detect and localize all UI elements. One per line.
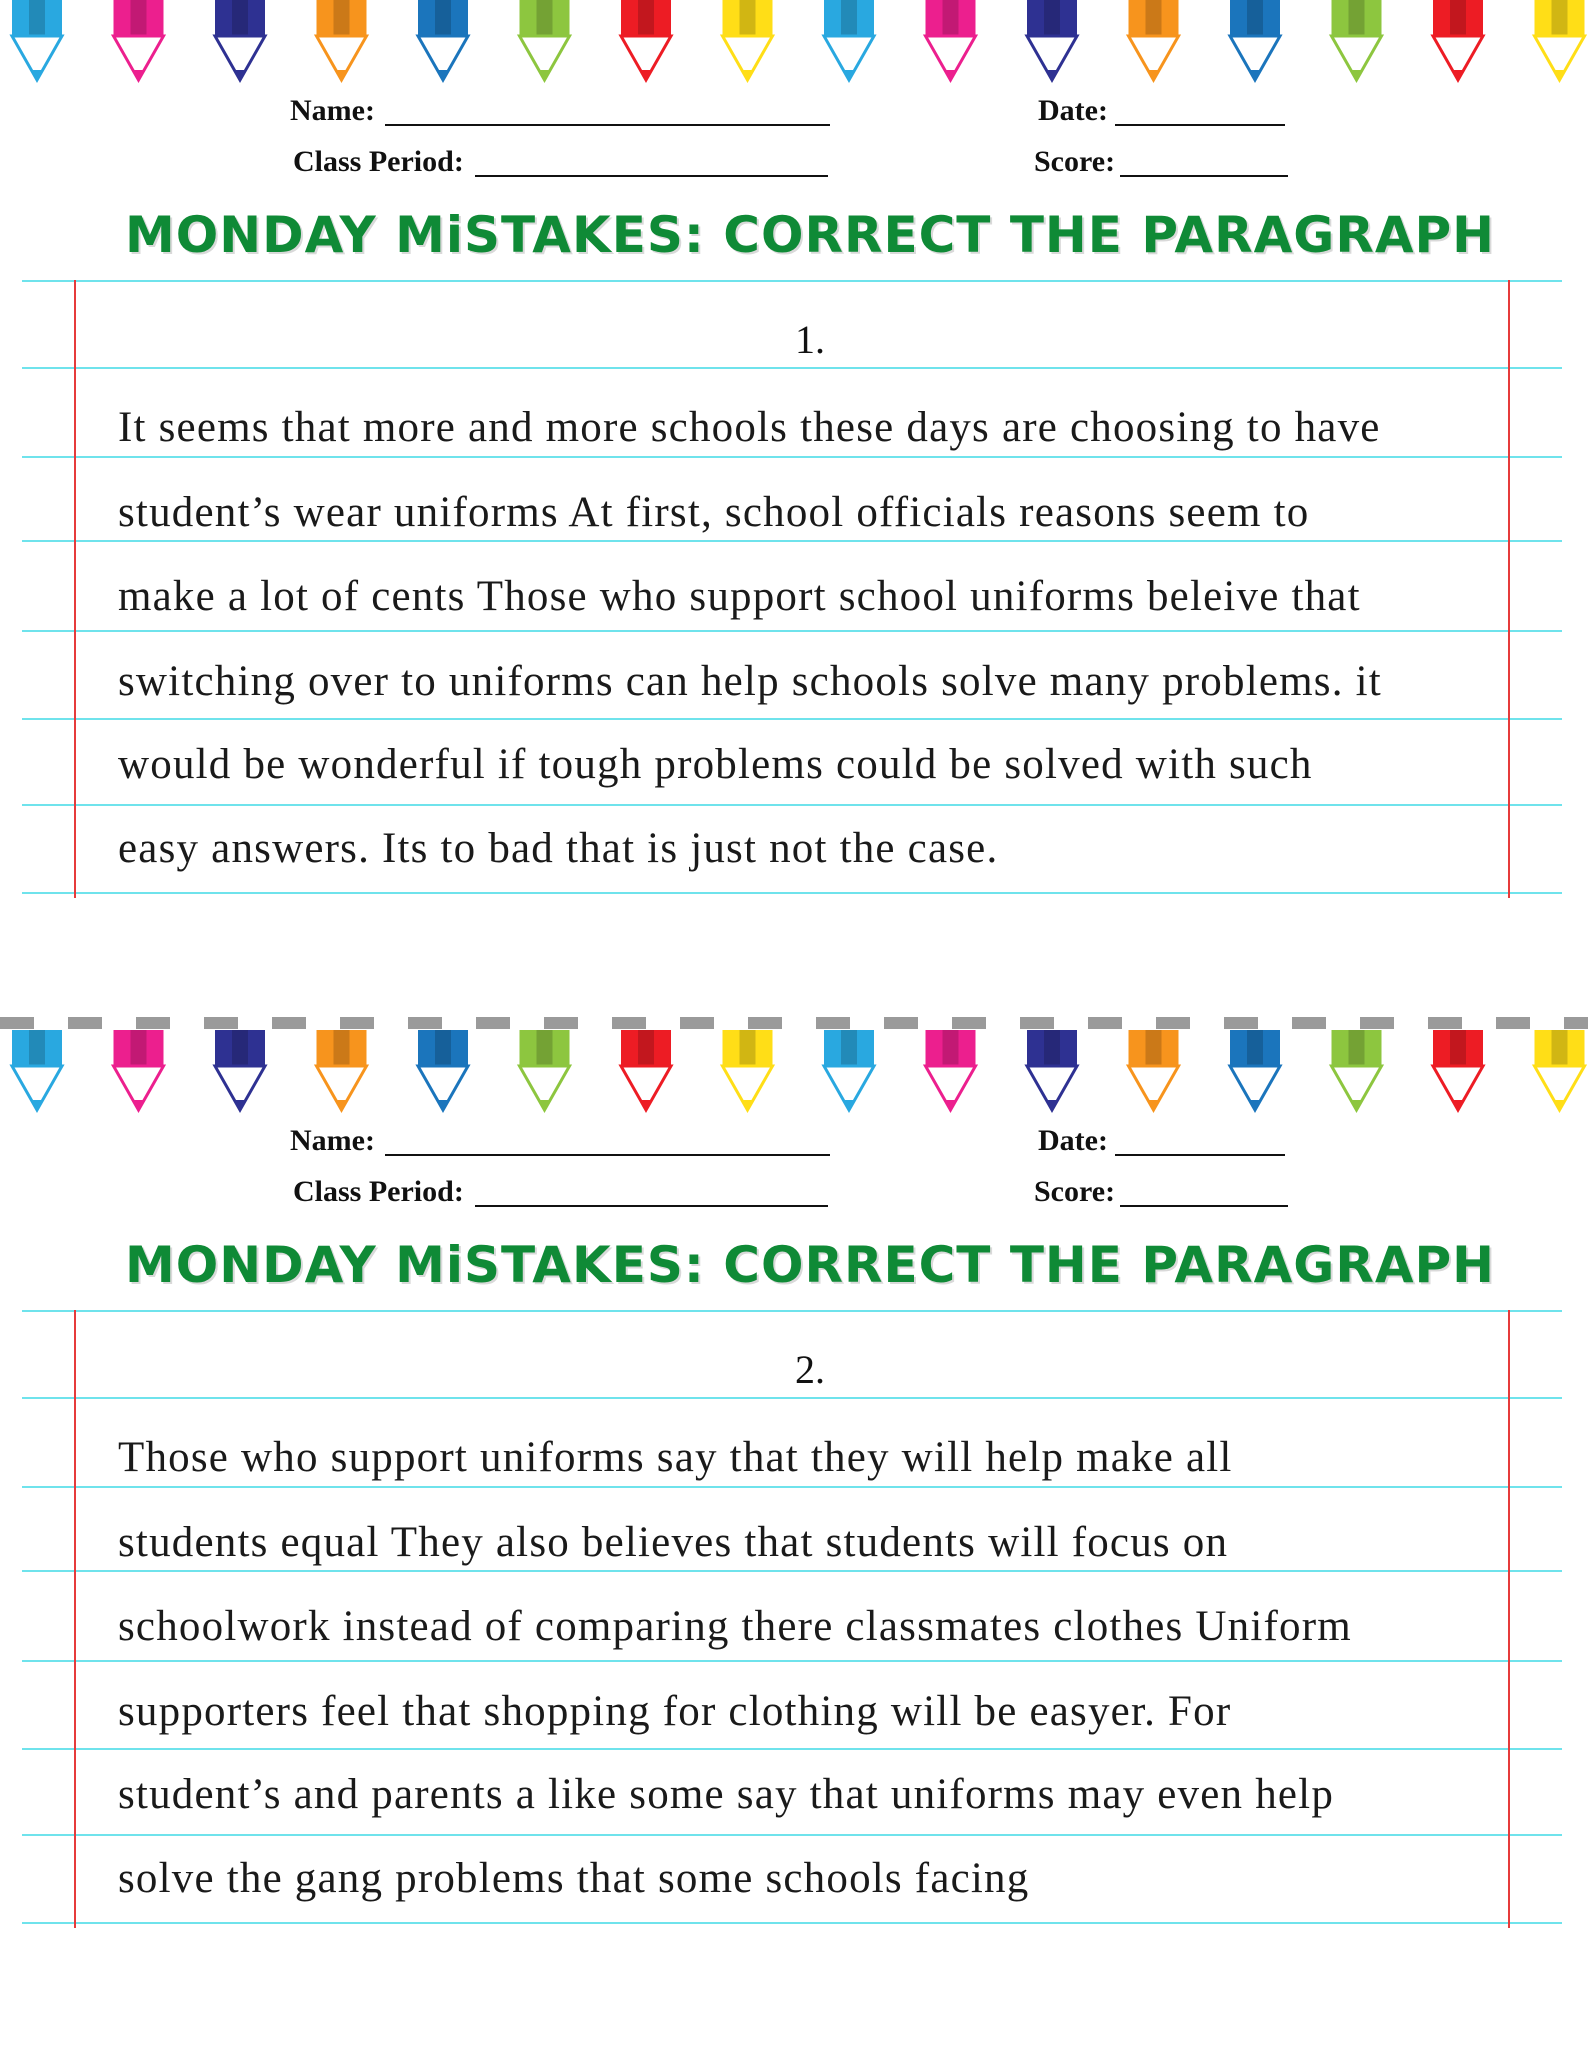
- ruled-line: [22, 1748, 1562, 1750]
- pencil-icon: [1433, 1030, 1483, 1112]
- pencil-icon: [926, 0, 976, 82]
- pencil-icon: [12, 0, 62, 82]
- pencil-border-top: [0, 0, 1588, 90]
- right-margin-line: [1508, 1310, 1510, 1928]
- cut-line-dash: [476, 1017, 510, 1029]
- cut-line-dash: [136, 1017, 170, 1029]
- class-period-label: Class Period:: [293, 145, 464, 178]
- pencil-icon: [215, 1030, 265, 1112]
- cut-line-dash: [1564, 1017, 1588, 1029]
- name-label: Name:: [290, 1124, 375, 1157]
- cut-line-dash: [680, 1017, 714, 1029]
- pencil-icon: [215, 0, 265, 82]
- pencil-icon: [926, 1030, 976, 1112]
- cut-line-dash: [0, 1017, 34, 1029]
- paragraph-line: easy answers. Its to bad that is just not the case.: [118, 825, 999, 872]
- date-label: Date:: [1038, 1124, 1108, 1157]
- worksheet-2: [0, 1030, 1588, 2060]
- cut-line-dash: [272, 1017, 306, 1029]
- date-field-line[interactable]: [1115, 1154, 1285, 1156]
- cut-line-dash: [408, 1017, 442, 1029]
- worksheet-title: MONDAY MiSTAKES: CORRECT THE PARAGRAPH: [124, 206, 1496, 264]
- score-label: Score:: [1034, 145, 1116, 178]
- class-period-field-line[interactable]: [475, 1205, 828, 1207]
- ruled-line: [22, 630, 1562, 632]
- score-label: Score:: [1034, 1175, 1116, 1208]
- paragraph-line: It seems that more and more schools these days are choosing to have: [118, 404, 1381, 451]
- pencil-icon: [824, 0, 874, 82]
- left-margin-line: [74, 280, 76, 898]
- pencil-icon: [317, 1030, 367, 1112]
- ruled-line: [22, 540, 1562, 542]
- ruled-line: [22, 892, 1562, 894]
- name-label: Name:: [290, 94, 375, 127]
- ruled-line: [22, 367, 1562, 369]
- cut-line-dash: [612, 1017, 646, 1029]
- pencil-icon: [418, 0, 468, 82]
- ruled-line: [22, 1310, 1562, 1312]
- question-number: 1.: [795, 317, 825, 362]
- pencil-icon: [1332, 1030, 1382, 1112]
- paragraph-line: switching over to uniforms can help schools solve many problems. it: [118, 658, 1382, 705]
- cut-line-dash: [544, 1017, 578, 1029]
- pencil-icon: [1433, 0, 1483, 82]
- paragraph-line: student’s wear uniforms At first, school officials reasons seem to: [118, 489, 1310, 536]
- pencil-icon: [621, 0, 671, 82]
- pencil-icon: [824, 1030, 874, 1112]
- pencil-icon: [1230, 0, 1280, 82]
- pencil-icon: [723, 0, 773, 82]
- score-field-line[interactable]: [1120, 175, 1288, 177]
- ruled-line: [22, 1570, 1562, 1572]
- pencil-icon: [317, 0, 367, 82]
- pencil-icon: [418, 1030, 468, 1112]
- paragraph-line: Those who support uniforms say that they will help make all: [118, 1434, 1233, 1481]
- name-field-line[interactable]: [385, 1154, 830, 1156]
- class-period-label: Class Period:: [293, 1175, 464, 1208]
- class-period-field-line[interactable]: [475, 175, 828, 177]
- pencil-icon: [621, 1030, 671, 1112]
- pencil-icon: [1129, 1030, 1179, 1112]
- paragraph-line: supporters feel that shopping for clothing will be easyer. For: [118, 1688, 1232, 1735]
- ruled-line: [22, 804, 1562, 806]
- pencil-icon: [520, 1030, 570, 1112]
- ruled-line: [22, 1660, 1562, 1662]
- worksheet-title: MONDAY MiSTAKES: CORRECT THE PARAGRAPH: [124, 1236, 1496, 1294]
- cut-line-dash: [1292, 1017, 1326, 1029]
- pencil-icon: [1129, 0, 1179, 82]
- left-margin-line: [74, 1310, 76, 1928]
- cut-line-dash: [1088, 1017, 1122, 1029]
- pencil-icon: [723, 1030, 773, 1112]
- right-margin-line: [1508, 280, 1510, 898]
- cut-line-dash: [748, 1017, 782, 1029]
- cut-line-dash: [1496, 1017, 1530, 1029]
- date-field-line[interactable]: [1115, 124, 1285, 126]
- pencil-icon: [1027, 0, 1077, 82]
- lined-paper: [0, 1310, 1588, 1930]
- paragraph-line: schoolwork instead of comparing there classmates clothes Uniform: [118, 1603, 1352, 1650]
- score-field-line[interactable]: [1120, 1205, 1288, 1207]
- ruled-line: [22, 280, 1562, 282]
- paragraph-line: student’s and parents a like some say that uniforms may even help: [118, 1771, 1335, 1818]
- cut-line-dash: [1020, 1017, 1054, 1029]
- ruled-line: [22, 1834, 1562, 1836]
- cut-line-dash: [952, 1017, 986, 1029]
- pencil-icon: [1027, 1030, 1077, 1112]
- cut-line-dash: [1428, 1017, 1462, 1029]
- ruled-line: [22, 1397, 1562, 1399]
- cut-line-dash: [68, 1017, 102, 1029]
- pencil-icon: [1535, 0, 1585, 82]
- paragraph-line: solve the gang problems that some schools facing: [118, 1855, 1030, 1902]
- cut-line-dash: [816, 1017, 850, 1029]
- pencil-icon: [1230, 1030, 1280, 1112]
- paragraph-line: would be wonderful if tough problems could be solved with such: [118, 741, 1313, 788]
- pencil-icon: [114, 0, 164, 82]
- cut-line-dash: [340, 1017, 374, 1029]
- pencil-icon: [1332, 0, 1382, 82]
- cut-line-dash: [884, 1017, 918, 1029]
- question-number: 2.: [795, 1347, 825, 1392]
- date-label: Date:: [1038, 94, 1108, 127]
- name-field-line[interactable]: [385, 124, 830, 126]
- cut-line-dash: [1156, 1017, 1190, 1029]
- ruled-line: [22, 1922, 1562, 1924]
- pencil-icon: [520, 0, 570, 82]
- pencil-icon: [12, 1030, 62, 1112]
- paragraph-line: make a lot of cents Those who support school uniforms beleive that: [118, 573, 1361, 620]
- cut-line: [0, 1017, 1588, 1029]
- cut-line-dash: [204, 1017, 238, 1029]
- lined-paper: [0, 280, 1588, 900]
- ruled-line: [22, 1486, 1562, 1488]
- pencil-border-top: [0, 1030, 1588, 1120]
- ruled-line: [22, 456, 1562, 458]
- ruled-line: [22, 718, 1562, 720]
- paragraph-line: students equal They also believes that students will focus on: [118, 1519, 1229, 1566]
- cut-line-dash: [1360, 1017, 1394, 1029]
- pencil-icon: [114, 1030, 164, 1112]
- cut-line-dash: [1224, 1017, 1258, 1029]
- pencil-icon: [1535, 1030, 1585, 1112]
